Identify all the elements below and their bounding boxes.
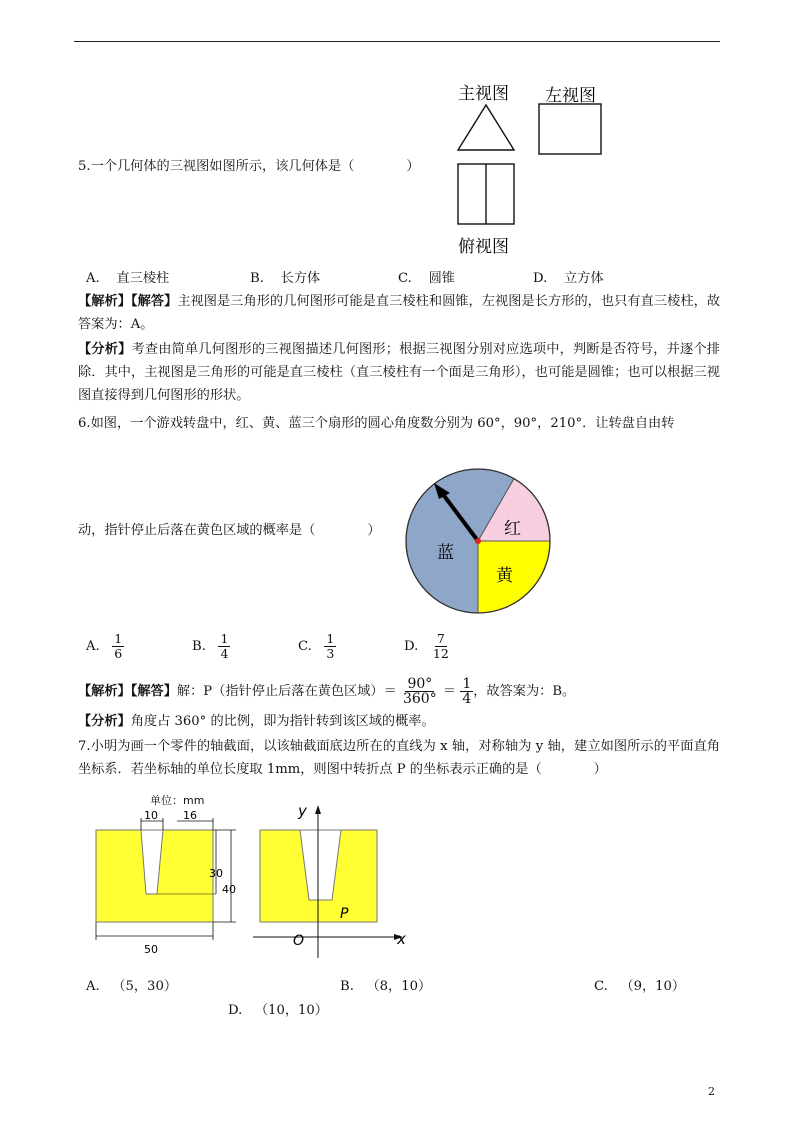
q7-option-d: D. （10，10） xyxy=(228,1003,328,1018)
q5-option-c: C. 圆锥 xyxy=(398,271,455,286)
q7-stem: 7.小明为画一个零件的轴截面，以该轴截面底边所在的直线为 x 轴，对称轴为 y 轴，建立如图所示的平面直角坐标系．若坐标轴的单位长度取 1mm，则图中转折点 P 的坐标表示正确的是（ ） xyxy=(78,739,720,777)
spinner-blue-label: 蓝 xyxy=(437,543,454,563)
spinner-yellow-sector xyxy=(478,541,550,613)
q7-dim-50: 50 xyxy=(144,943,158,956)
q6-analysis: 【解析】【解答】解：P（指针停止后落在黄色区域）＝ $\frac{90^\circ}{360^\circ}$ ＝ $\frac{1}{4}$ ，故答案为：B。 xyxy=(78,676,576,707)
q7-x-label: x xyxy=(397,930,406,948)
q7-origin-label: O xyxy=(293,933,305,949)
q5-option-b: B. 长方体 xyxy=(250,271,321,286)
q6-fenxi: 【分析】角度占 360° 的比例，即为指针转到该区域的概率。 xyxy=(78,714,435,729)
q6-option-a: A. $\frac{1}{6}$ xyxy=(86,631,123,661)
q7-point-p-label: P xyxy=(340,906,349,922)
q6-option-c: C. $\frac{1}{3}$ xyxy=(298,631,335,661)
q5-left-view-label: 左视图 xyxy=(545,86,596,106)
q5-front-view-label: 主视图 xyxy=(458,84,509,104)
q7-option-b: B. （8，10） xyxy=(340,979,432,994)
q7-option-a: A. （5，30） xyxy=(86,979,178,994)
q5-top-view-label: 俯视图 xyxy=(458,237,509,257)
spinner-center-dot xyxy=(475,538,481,544)
spinner-red-label: 红 xyxy=(504,519,521,539)
q7-dim-40: 40 xyxy=(222,883,236,896)
q7-dim-10: 10 xyxy=(144,809,158,822)
header-rule xyxy=(74,41,720,42)
q5-front-view-triangle xyxy=(458,105,514,150)
q6-stem-line1: 6.如图，一个游戏转盘中，红、黄、蓝三个扇形的圆心角度数分别为 60°，90°，210°．让转盘自由转 xyxy=(78,416,675,431)
q7-dim-16: 16 xyxy=(183,809,197,822)
q5-option-d: D. 立方体 xyxy=(533,271,604,286)
q7-y-label: y xyxy=(298,802,307,820)
q6-option-d: D. $\frac{7}{12}$ xyxy=(404,631,449,661)
q6-option-b: B. $\frac{1}{4}$ xyxy=(192,631,229,661)
q7-part-figure xyxy=(88,790,418,965)
q5-option-a: A. 直三棱柱 xyxy=(86,271,170,286)
q5-three-views-figure xyxy=(450,78,620,260)
q5-stem: 5.一个几何体的三视图如图所示，该几何体是（ ） xyxy=(78,159,420,174)
q6-stem-line2: 动，指针停止后落在黄色区域的概率是（ ） xyxy=(78,523,381,538)
page-number: 2 xyxy=(708,1085,715,1098)
q7-unit-label: 单位：mm xyxy=(150,794,205,807)
spinner-yellow-label: 黄 xyxy=(496,566,513,586)
q6-spinner-figure xyxy=(404,466,554,616)
q5-analysis: 【解析】【解答】主视图是三角形的几何图形可能是直三棱柱和圆锥，左视图是长方形的，也只有直三棱柱，故答案为：A。 xyxy=(78,294,721,332)
q5-fenxi: 【分析】考查由简单几何图形的三视图描述几何图形；根据三视图分别对应选项中，判断是否符号，并逐个排除．其中，主视图是三角形的可能是直三棱柱（直三棱柱有一个面是三角形），也可能是圆锥；也可以根据三视图直接得到几何图形的形状。 xyxy=(78,342,720,403)
q7-dim-30: 30 xyxy=(209,867,223,880)
q7-option-c: C. （9，10） xyxy=(594,979,686,994)
q5-left-view-rect xyxy=(539,104,601,154)
